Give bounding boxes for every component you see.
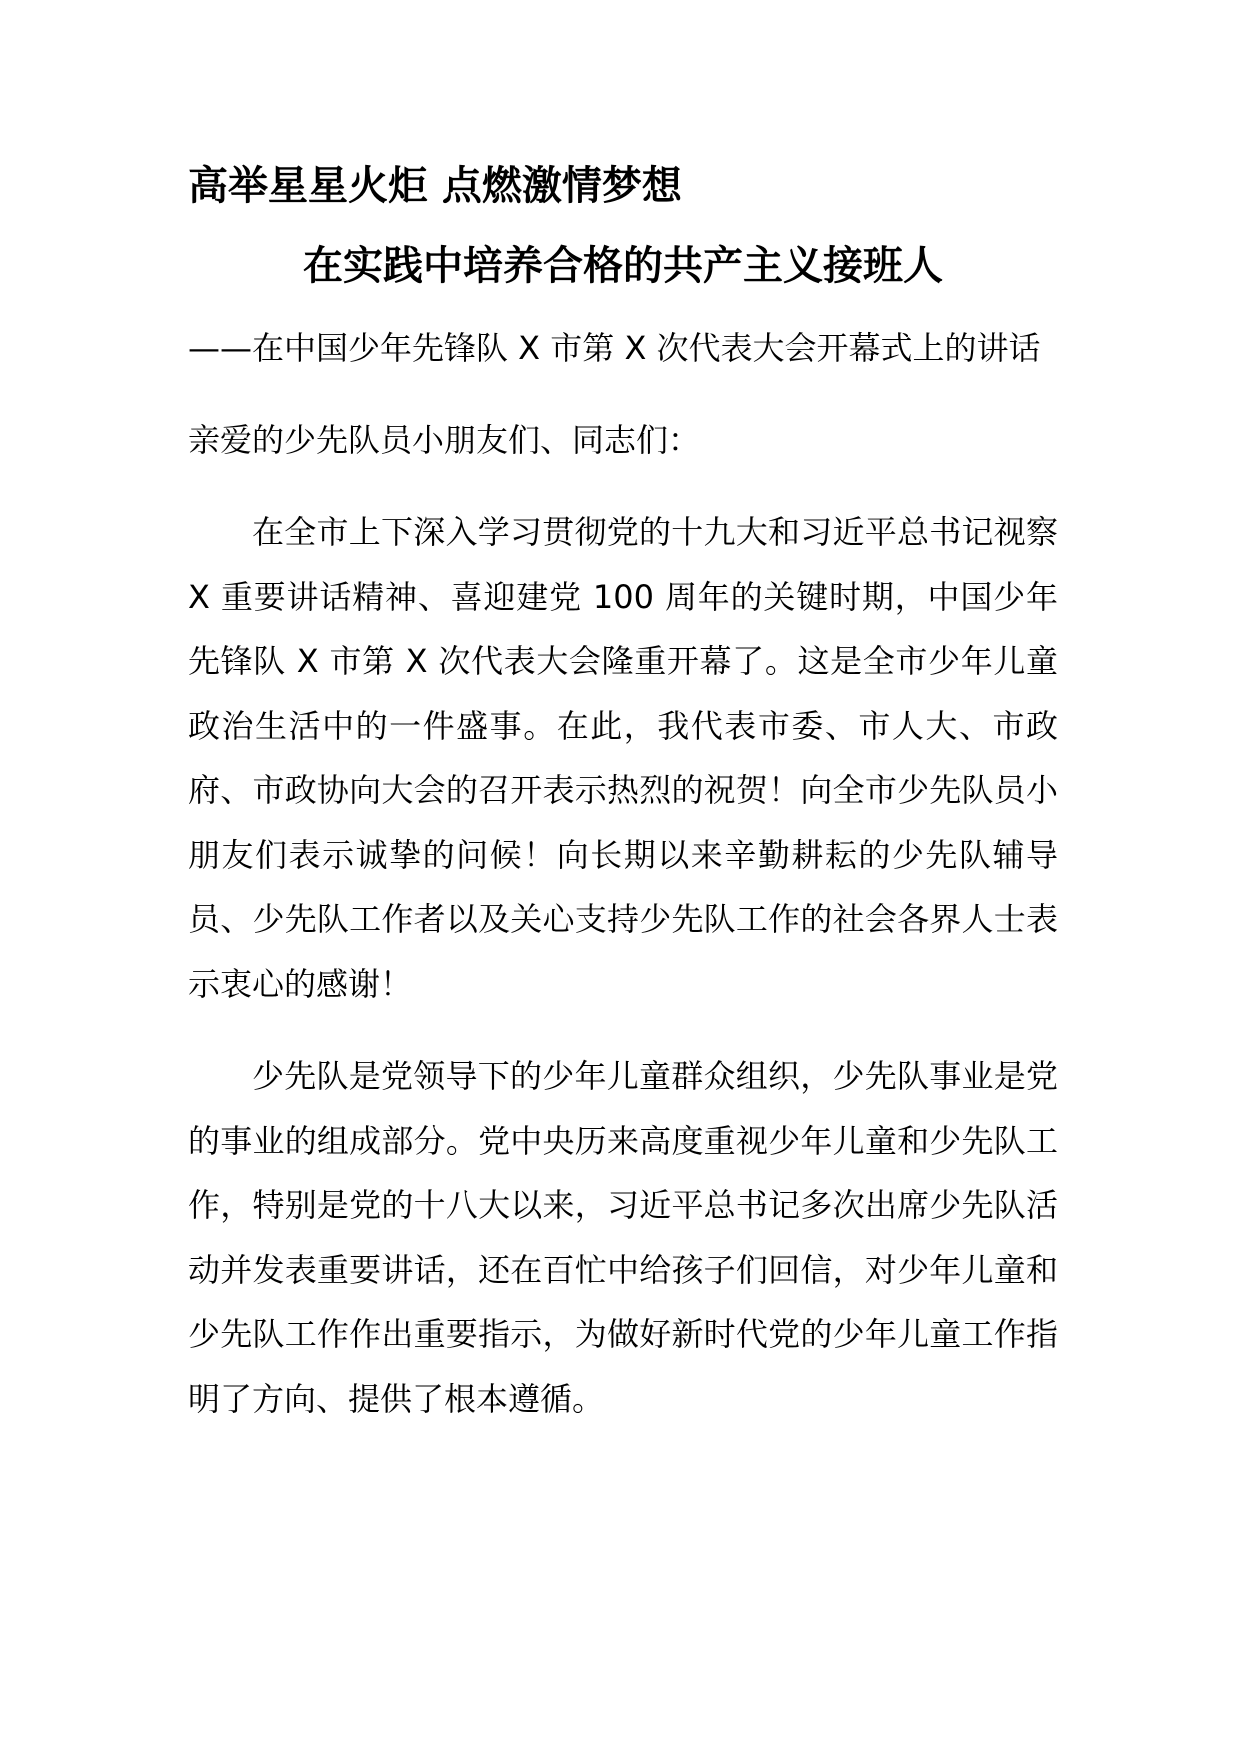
body-paragraph-2: 少先队是党领导下的少年儿童群众组织，少先队事业是党的事业的组成部分。党中央历来高度重视少年儿童和少先队工作，特别是党的十八大以来，习近平总书记多次出席少先队活动并发表重要讲话，还在百忙中给孩子们回信，对少年儿童和少先队工作作出重要指示，为做好新时代党的少年儿童工作指明了方向、提供了根本遵循。 — [188, 1057, 1058, 1418]
document-title-line-2: 在实践中培养合格的共产主义接班人 — [303, 243, 943, 289]
body-paragraph-1: 在全市上下深入学习贯彻党的十九大和习近平总书记视察 X 重要讲话精神、喜迎建党 100 周年的关键时期，中国少年先锋队 X 市第 X 次代表大会隆重开幕了。这是全市少年儿童政治生活中的一件盛事。在此，我代表市委、市人大、市政府、市政协向大会的召开表示热烈的祝贺！向全市少先队员小朋友们表示诚挚的问候！向长期以来辛勤耕耘的少先队辅导员、少先队工作者以及关心支持少先队工作的社会各界人士表示衷心的感谢！ — [188, 513, 1058, 1003]
document-subtitle: ——在中国少年先锋队 X 市第 X 次代表大会开幕式上的讲话 — [188, 329, 1041, 367]
salutation: 亲爱的少先队员小朋友们、同志们： — [188, 421, 701, 459]
document-page — [188, 160, 1058, 1459]
document-title-line-1: 高举星星火炬 点燃激情梦想 — [188, 163, 682, 209]
